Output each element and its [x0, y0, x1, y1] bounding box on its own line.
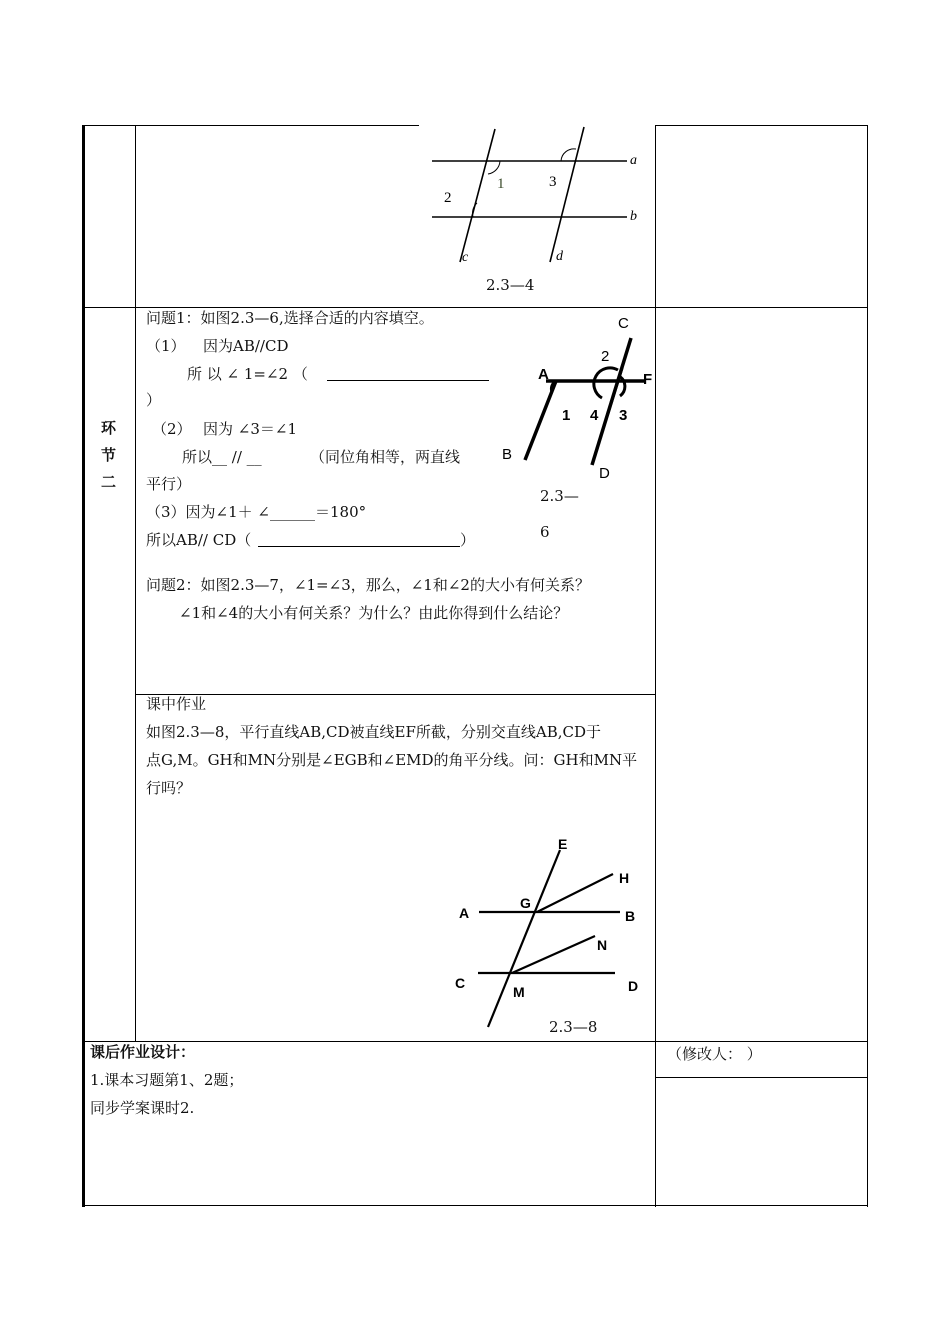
- fig6-label-2: 2: [601, 348, 610, 365]
- fig1-label-1: 1: [497, 176, 505, 192]
- line-c: [460, 129, 495, 262]
- reviser-field[interactable]: （修改人： ）: [667, 1045, 762, 1063]
- table-top-border-right: [655, 125, 868, 126]
- q1-part1-so: 所 以 ∠ 1=∠2 （: [187, 365, 308, 383]
- fig1-label-2: 2: [444, 190, 452, 206]
- fig8-label-D: D: [628, 978, 639, 994]
- reviser-cell-bottom: [655, 1077, 868, 1078]
- q2-line1: 问题2：如图2.3—7，∠1=∠3，那么，∠1和∠2的大小有何关系？: [146, 576, 590, 594]
- fig6-label-C: C: [618, 315, 629, 332]
- homework-item-2: 同步学案课时2.: [90, 1099, 195, 1117]
- fig6-label-4: 4: [590, 407, 599, 424]
- q1-title: 问题1：如图2.3—6,选择合适的内容填空。: [146, 309, 434, 327]
- fig6-label-F: F: [643, 371, 653, 388]
- angle-3-arc: [561, 149, 576, 161]
- figure-2-3-6-caption-line2: 6: [540, 523, 550, 541]
- fig6-label-D: D: [599, 465, 610, 482]
- fig8-label-M: M: [513, 984, 525, 1000]
- q1-part3-so: 所以AB// CD（: [146, 531, 252, 549]
- fig1-label-a: a: [630, 153, 637, 168]
- fig8-label-C: C: [455, 975, 466, 991]
- q1-part3-text[interactable]: （3）因为∠1＋ ∠______＝180°: [146, 503, 367, 521]
- fig1-label-c: c: [462, 250, 469, 265]
- table-classwork-top: [135, 694, 656, 695]
- fig8-line-mn: [512, 936, 595, 973]
- table-outer-left-border: [82, 125, 85, 1207]
- table-bottom-border: [82, 1205, 868, 1206]
- fig1-label-b: b: [630, 209, 637, 224]
- figure-2-3-6: [498, 308, 658, 493]
- fig8-line-ef: [488, 850, 560, 1027]
- fig6-label-B: B: [502, 446, 513, 463]
- fig8-label-H: H: [619, 870, 630, 886]
- q1-part2-text: 因为 ∠3＝∠1: [203, 420, 297, 438]
- fig1-label-d: d: [556, 249, 563, 264]
- angle-1-arc: [488, 161, 500, 174]
- table-top-border-left: [82, 125, 419, 126]
- section-label-char-2: 节: [101, 446, 117, 464]
- q1-part2-reason: （同位角相等，两直线: [310, 448, 461, 466]
- q1-part2-so[interactable]: 所以__ // __: [182, 448, 262, 466]
- fig6-line-ab: [525, 381, 556, 460]
- fig8-label-A: A: [459, 905, 470, 921]
- fig1-label-3: 3: [549, 174, 557, 190]
- fig6-label-3: 3: [619, 407, 628, 424]
- figure-2-3-8: [445, 832, 655, 1032]
- table-right-border: [867, 125, 868, 1207]
- classwork-line3: 行吗？: [146, 779, 192, 797]
- table-col-divider: [655, 125, 656, 1207]
- table-row2-bottom: [82, 1041, 868, 1042]
- q1-part1-num: （1）: [146, 337, 186, 355]
- fig8-label-E: E: [558, 836, 568, 852]
- classwork-line1: 如图2.3—8，平行直线AB,CD被直线EF所截，分别交直线AB,CD于: [146, 723, 602, 741]
- figure-2-3-8-caption: 2.3—8: [549, 1018, 598, 1036]
- fig6-label-1: 1: [562, 407, 571, 424]
- fig8-label-B: B: [625, 908, 636, 924]
- line-d: [550, 127, 584, 262]
- fig8-label-G: G: [520, 895, 531, 911]
- q1-part1-text: 因为AB//CD: [203, 337, 289, 355]
- q1-part2-num: （2）: [152, 420, 192, 438]
- table-inner-left-border: [135, 125, 136, 1042]
- fig8-label-N: N: [597, 937, 608, 953]
- q1-part3-blank[interactable]: [258, 546, 460, 547]
- figure-2-3-4-caption: 2.3—4: [486, 276, 535, 294]
- homework-title: 课后作业设计：: [90, 1043, 196, 1061]
- q1-part1-blank[interactable]: [327, 380, 489, 381]
- q2-line2: ∠1和∠4的大小有何关系？为什么？由此你得到什么结论？: [179, 604, 569, 622]
- classwork-title: 课中作业: [146, 695, 207, 713]
- q1-part1-close: ）: [146, 391, 162, 409]
- homework-item-1: 1.课本习题第1、2题；: [90, 1071, 244, 1089]
- fig6-label-A: A: [538, 366, 549, 383]
- section-label-char-3: 二: [101, 473, 117, 491]
- figure-2-3-4: [420, 125, 655, 265]
- classwork-line2: 点G,M。GH和MN分别是∠EGB和∠EMD的角平分线。问：GH和MN平: [146, 751, 638, 769]
- section-label-char-1: 环: [101, 419, 117, 437]
- q1-part2-reason-cont: 平行）: [146, 475, 192, 493]
- q1-part3-close: ）: [460, 531, 476, 549]
- figure-2-3-6-caption-line1: 2.3—: [540, 487, 579, 505]
